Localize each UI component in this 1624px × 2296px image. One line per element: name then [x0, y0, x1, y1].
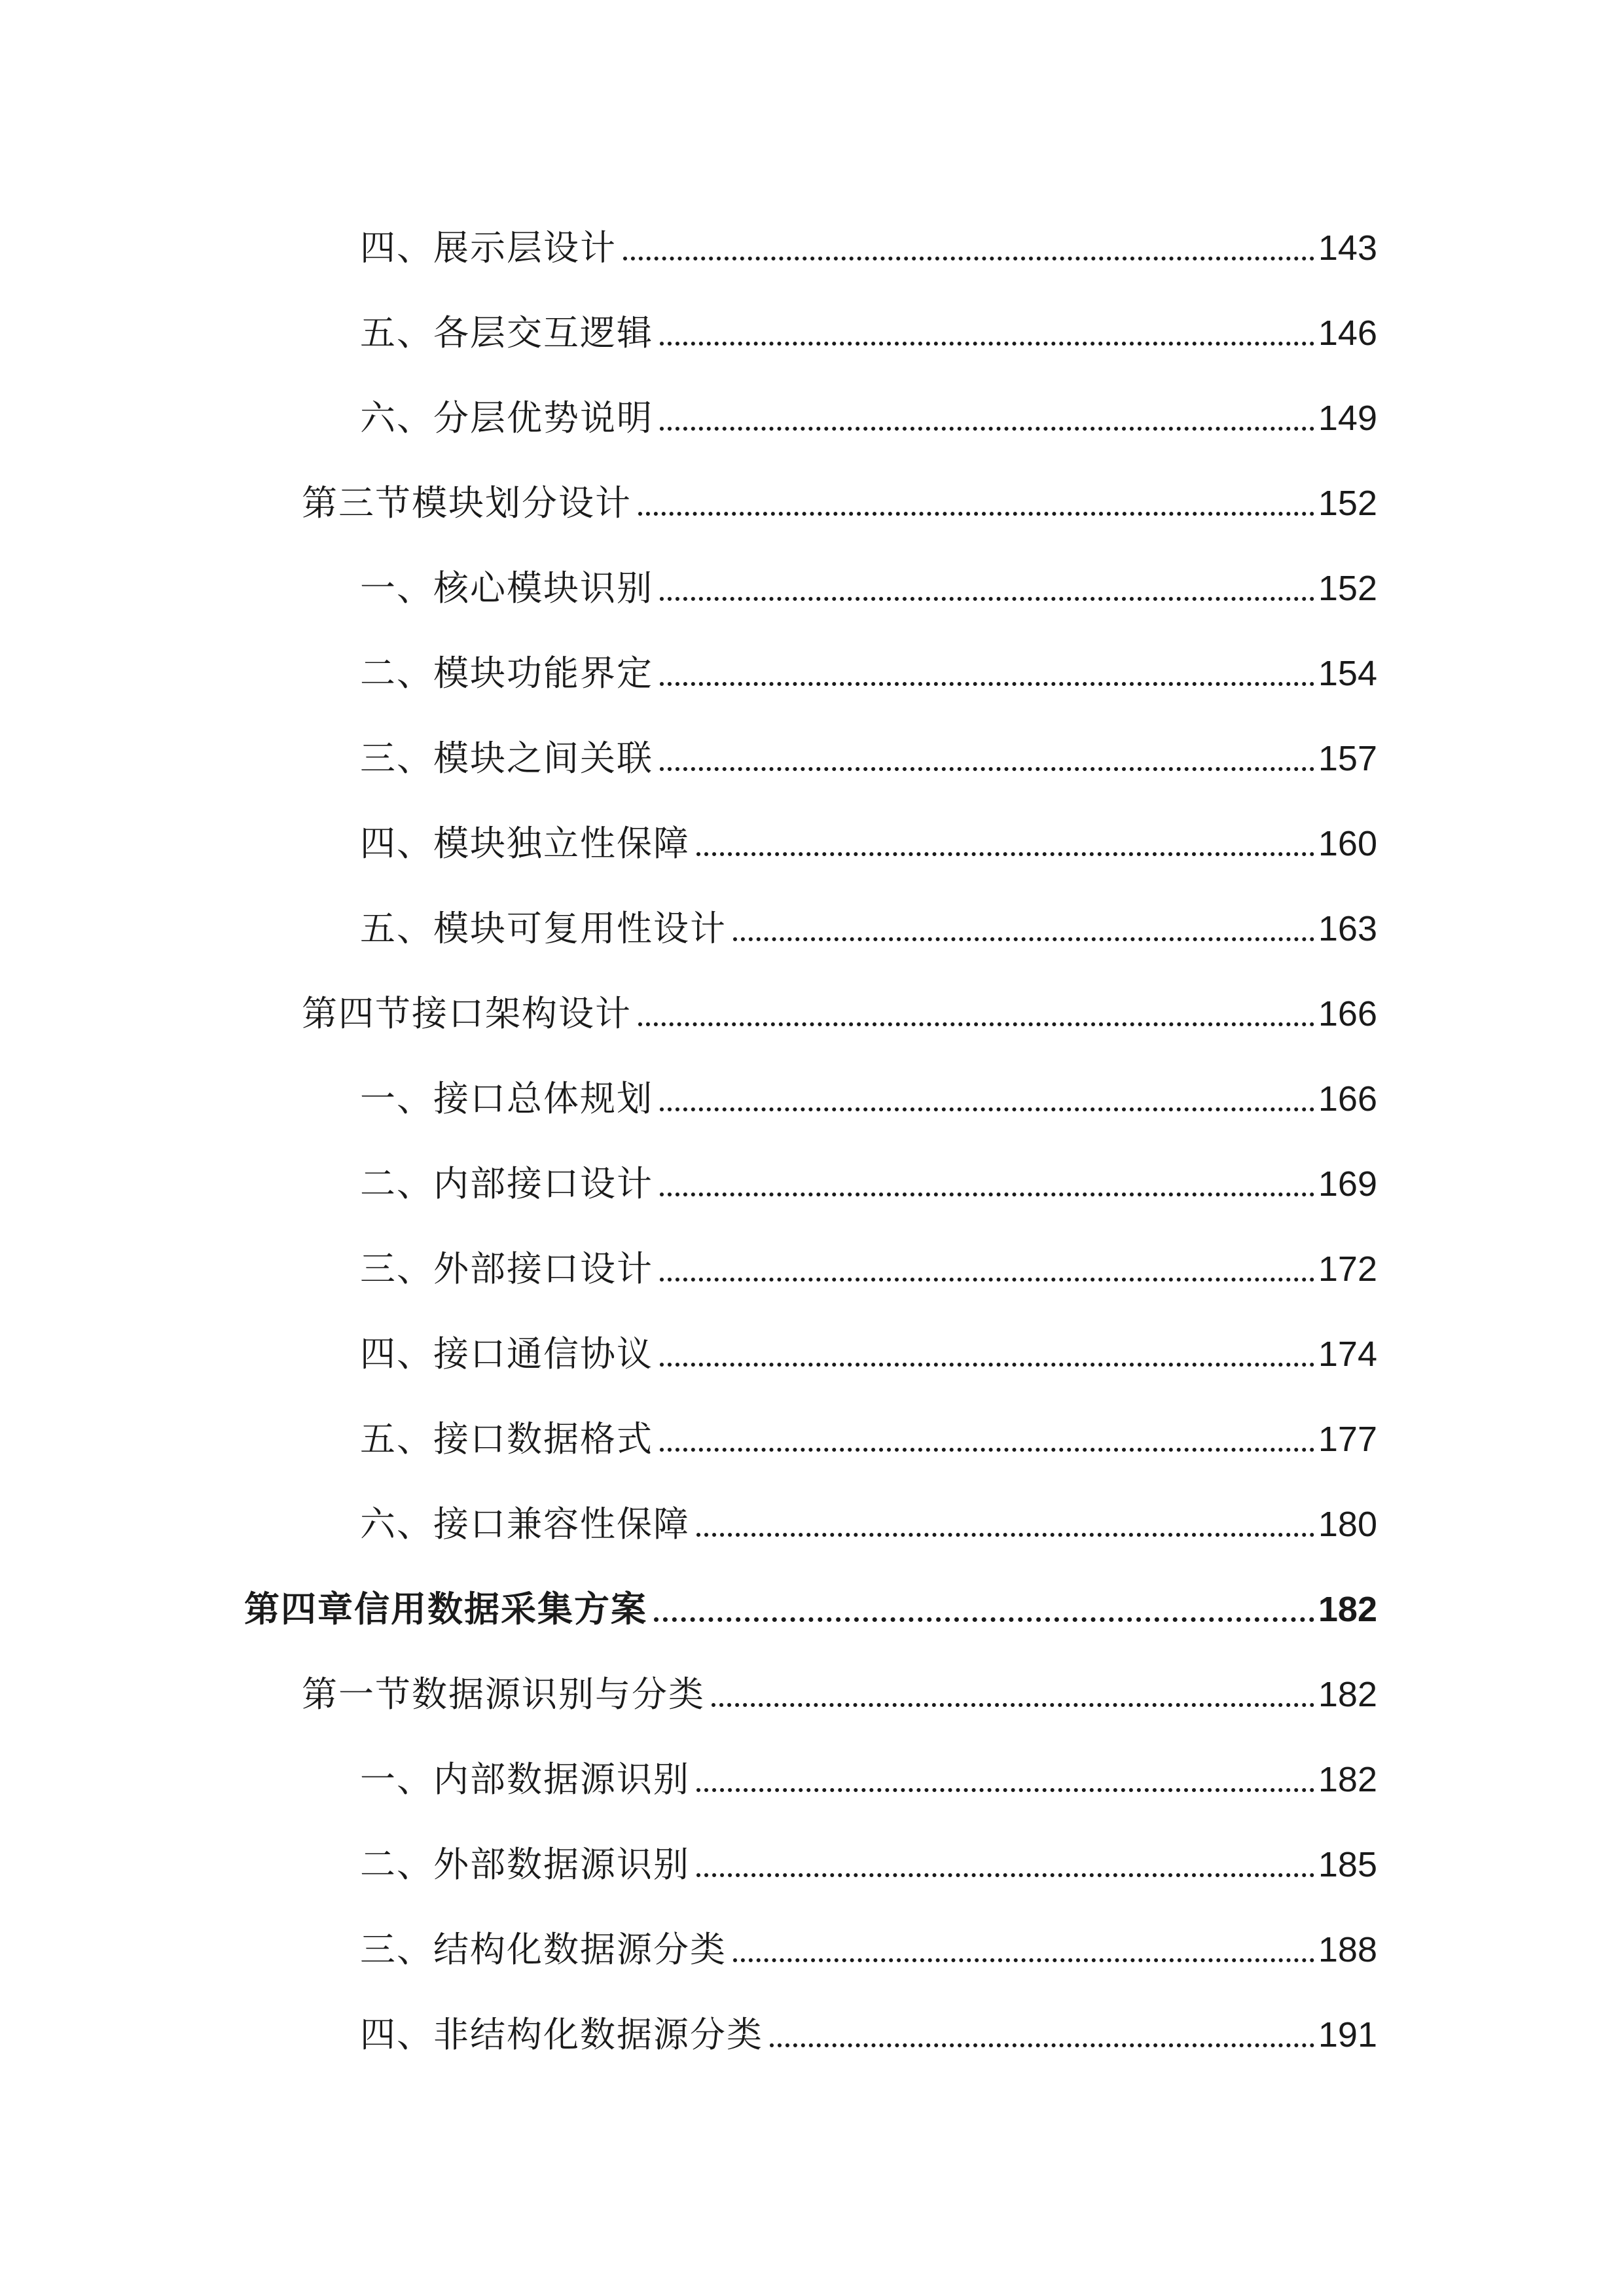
toc-section-entry[interactable]	[0, 962, 1624, 1047]
toc-entry-title: 六、分层优势说明	[360, 397, 653, 439]
toc-dot-leader	[712, 1703, 1314, 1707]
toc-entry-title: 二、外部数据源识别	[360, 1844, 690, 1885]
toc-dot-leader	[660, 1107, 1314, 1111]
toc-section-entry[interactable]	[0, 1643, 1624, 1728]
toc-entry-title: 五、各层交互逻辑	[360, 312, 653, 353]
toc-entry-title: 第四节接口架构设计	[302, 993, 632, 1034]
toc-entry-title: 六、接口兼容性保障	[360, 1503, 690, 1545]
toc-page-number: 166	[1318, 1079, 1377, 1119]
toc-dot-leader	[733, 1958, 1314, 1962]
toc-page-number: 177	[1318, 1420, 1377, 1459]
toc-entry-title: 四、接口通信协议	[360, 1333, 653, 1374]
toc-page-number: 182	[1318, 1675, 1377, 1714]
toc-page-number: 182	[1318, 1760, 1377, 1799]
toc-dot-leader	[696, 1873, 1314, 1877]
toc-entry[interactable]	[0, 1473, 1624, 1558]
toc-entry-title: 第三节模块划分设计	[302, 482, 632, 524]
toc-page-number: 163	[1318, 909, 1377, 948]
toc-entry-title: 三、模块之间关联	[360, 738, 653, 779]
toc-entry-title: 第一节数据源识别与分类	[302, 1674, 705, 1715]
toc-dot-leader	[660, 1448, 1314, 1452]
toc-dot-leader	[660, 1278, 1314, 1282]
toc-chapter-entry[interactable]	[0, 1558, 1624, 1643]
toc-page-number: 143	[1318, 228, 1377, 268]
toc-entry[interactable]	[0, 1132, 1624, 1217]
toc-entry[interactable]	[0, 622, 1624, 707]
toc-entry-title: 三、结构化数据源分类	[360, 1929, 727, 1970]
toc-entry[interactable]	[0, 707, 1624, 792]
toc-entry-title: 四、非结构化数据源分类	[360, 2014, 763, 2055]
toc-page-number: 157	[1318, 739, 1377, 778]
toc-dot-leader	[660, 597, 1314, 601]
toc-entry[interactable]	[0, 281, 1624, 367]
toc-page-number: 169	[1318, 1164, 1377, 1204]
table-of-contents	[0, 196, 1624, 2068]
toc-page-number: 149	[1318, 399, 1377, 438]
toc-dot-leader	[696, 1533, 1314, 1537]
toc-dot-leader	[623, 257, 1314, 260]
toc-page-number: 160	[1318, 824, 1377, 863]
toc-dot-leader	[638, 1022, 1314, 1026]
toc-page-number: 146	[1318, 314, 1377, 353]
toc-dot-leader	[638, 512, 1314, 516]
toc-dot-leader	[654, 1617, 1314, 1622]
toc-entry[interactable]	[0, 792, 1624, 877]
toc-section-entry[interactable]	[0, 452, 1624, 537]
toc-dot-leader	[660, 342, 1314, 346]
toc-dot-leader	[733, 937, 1314, 941]
toc-entry[interactable]	[0, 537, 1624, 622]
toc-entry[interactable]	[0, 1388, 1624, 1473]
toc-page-number: 166	[1318, 994, 1377, 1033]
toc-dot-leader	[660, 1363, 1314, 1367]
toc-entry-title: 二、模块功能界定	[360, 653, 653, 694]
toc-page-number: 154	[1318, 654, 1377, 693]
toc-entry[interactable]	[0, 1728, 1624, 1813]
toc-entry[interactable]	[0, 1898, 1624, 1983]
toc-entry[interactable]	[0, 1983, 1624, 2068]
toc-page-number: 182	[1318, 1590, 1377, 1629]
toc-page-number: 185	[1318, 1845, 1377, 1884]
toc-entry[interactable]	[0, 367, 1624, 452]
toc-entry-title: 一、接口总体规划	[360, 1078, 653, 1119]
toc-dot-leader	[770, 2043, 1314, 2047]
toc-page-number: 172	[1318, 1249, 1377, 1289]
toc-page-number: 152	[1318, 569, 1377, 608]
toc-entry-title: 四、展示层设计	[360, 227, 617, 268]
toc-dot-leader	[696, 852, 1314, 856]
toc-entry[interactable]	[0, 1302, 1624, 1388]
toc-entry-title: 二、内部接口设计	[360, 1163, 653, 1204]
toc-page-number: 152	[1318, 484, 1377, 523]
toc-page-number: 180	[1318, 1505, 1377, 1544]
toc-entry-title: 五、模块可复用性设计	[360, 908, 727, 949]
toc-entry[interactable]	[0, 1813, 1624, 1898]
toc-dot-leader	[696, 1788, 1314, 1792]
toc-entry[interactable]	[0, 1047, 1624, 1132]
toc-dot-leader	[660, 767, 1314, 771]
toc-page-number: 191	[1318, 2015, 1377, 2054]
toc-entry-title: 四、模块独立性保障	[360, 823, 690, 864]
toc-entry-title: 三、外部接口设计	[360, 1248, 653, 1289]
toc-dot-leader	[660, 427, 1314, 431]
toc-page-number: 188	[1318, 1930, 1377, 1969]
toc-entry-title: 一、核心模块识别	[360, 567, 653, 609]
toc-entry[interactable]	[0, 877, 1624, 962]
toc-page-number: 174	[1318, 1335, 1377, 1374]
toc-entry[interactable]	[0, 196, 1624, 281]
toc-dot-leader	[660, 1193, 1314, 1196]
toc-entry-title: 第四章信用数据采集方案	[244, 1588, 647, 1630]
toc-dot-leader	[660, 682, 1314, 686]
toc-entry[interactable]	[0, 1217, 1624, 1302]
toc-entry-title: 五、接口数据格式	[360, 1418, 653, 1460]
toc-entry-title: 一、内部数据源识别	[360, 1759, 690, 1800]
